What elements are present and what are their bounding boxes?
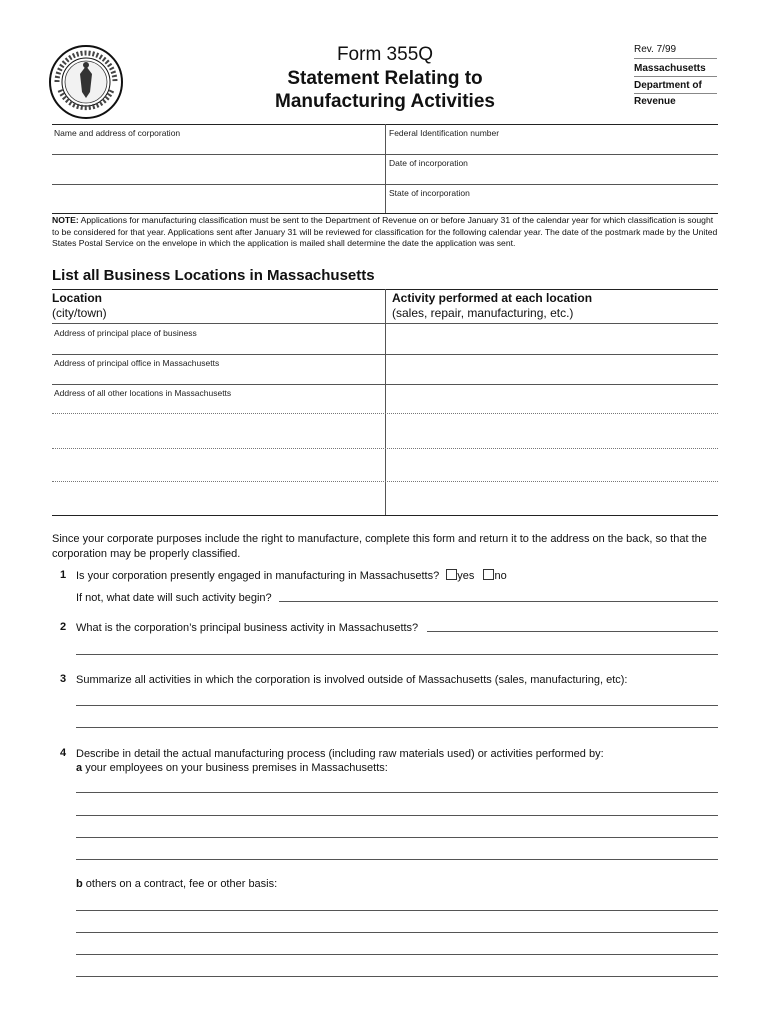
intro-paragraph: Since your corporate purposes include the right to manufacture, complete this form and return it to the address on the back, so that the corporation may be properly classified. xyxy=(52,533,707,560)
activity-column-subheader: (sales, repair, manufacturing, etc.) xyxy=(392,306,574,320)
state-incorporation-label: State of incorporation xyxy=(389,188,470,198)
q1-number: 1 xyxy=(60,569,67,581)
q4b-answer-line-1[interactable] xyxy=(76,910,718,911)
other-locations-label: Address of all other locations in Massachusetts xyxy=(54,388,232,398)
q4b-text: others on a contract, fee or other basis: xyxy=(85,878,278,890)
activity-column-header: Activity performed at each location xyxy=(392,291,593,305)
form-title-line1: Statement Relating to xyxy=(287,68,483,89)
q4a-letter: a xyxy=(76,762,83,774)
q3-answer-line-1[interactable] xyxy=(76,705,718,706)
q3-text: Summarize all activities in which the corporation is involved outside of Massachusetts (sales, manufacturing, etc): xyxy=(76,674,628,686)
q4a-answer-line-4[interactable] xyxy=(76,859,718,860)
q1-no-label: no xyxy=(494,570,507,582)
q1-followup-answer-line[interactable] xyxy=(279,601,718,602)
q1-line xyxy=(76,569,507,583)
q4b-line xyxy=(76,877,277,891)
federal-id-label: Federal Identification number xyxy=(389,128,500,138)
massachusetts-dor-seal xyxy=(48,44,124,120)
note-label: NOTE: xyxy=(52,215,79,225)
q1-yes-label: yes xyxy=(457,570,475,582)
q1-no-checkbox[interactable] xyxy=(483,569,494,580)
agency-line1: Massachusetts xyxy=(634,63,706,74)
q2-answer-line-2[interactable] xyxy=(76,654,718,655)
agency-line3: Revenue xyxy=(634,96,676,107)
date-incorporation-label: Date of incorporation xyxy=(389,158,468,168)
note-text: Applications for manufacturing classification must be sent to the Department of Revenue on or before January 31 of the calendar year for which classification is sought to be considered for that year. Applications sent after January 31 will be reviewed for classification for the following calendar year. The date of the postmark made by the United States Postal Service on the envelope in which the application is mailed shall determine the date the application was sent. xyxy=(52,215,718,248)
principal-place-label: Address of principal place of business xyxy=(54,328,197,338)
q4a-answer-line-3[interactable] xyxy=(76,837,718,838)
location-column-subheader: (city/town) xyxy=(52,306,107,320)
q4-text: Describe in detail the actual manufacturing process (including raw materials used) or activities performed by: xyxy=(76,748,604,760)
revision-date: Rev. 7/99 xyxy=(634,44,677,55)
form-title xyxy=(250,67,520,113)
q2-answer-line-1[interactable] xyxy=(427,631,718,632)
q3-number: 3 xyxy=(60,673,67,685)
q1-text: Is your corporation presently engaged in manufacturing in Massachusetts? xyxy=(76,570,440,582)
principal-office-label: Address of principal office in Massachusetts xyxy=(54,358,220,368)
q4b-answer-line-2[interactable] xyxy=(76,932,718,933)
q4a-answer-line-1[interactable] xyxy=(76,792,718,793)
q2-text: What is the corporation’s principal business activity in Massachusetts? xyxy=(76,622,419,634)
location-column-header: Location xyxy=(52,291,102,305)
q3-answer-line-2[interactable] xyxy=(76,727,718,728)
q4a-text: your employees on your business premises in Massachusetts: xyxy=(85,762,388,774)
q4a-line xyxy=(76,761,388,775)
agency-line2: Department of xyxy=(634,80,702,91)
q4b-answer-line-4[interactable] xyxy=(76,976,718,977)
q4a-answer-line-2[interactable] xyxy=(76,815,718,816)
locations-section-title: List all Business Locations in Massachusetts xyxy=(52,267,375,284)
q4-number: 4 xyxy=(60,747,67,759)
note-paragraph xyxy=(52,215,718,250)
q4b-letter: b xyxy=(76,878,83,890)
q1-followup-text: If not, what date will such activity begin? xyxy=(76,592,272,604)
q4b-answer-line-3[interactable] xyxy=(76,954,718,955)
form-title-line2: Manufacturing Activities xyxy=(275,91,495,112)
form-number: Form 355Q xyxy=(336,44,434,65)
q2-number: 2 xyxy=(60,621,67,633)
corp-name-address-label: Name and address of corporation xyxy=(54,128,181,138)
q1-yes-checkbox[interactable] xyxy=(446,569,457,580)
